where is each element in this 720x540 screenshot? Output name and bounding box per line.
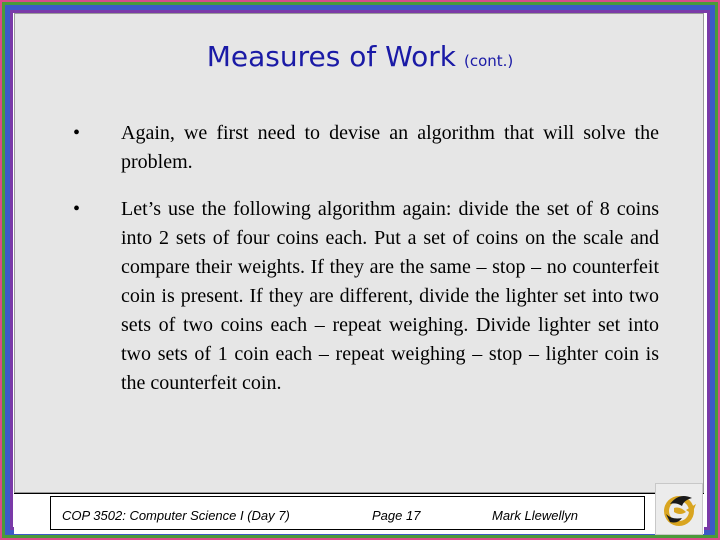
footer-author: Mark Llewellyn [492, 508, 578, 523]
bullet-text: Again, we first need to devise an algorithm that will solve the problem. [121, 122, 659, 173]
page-title [0, 40, 720, 73]
footer-page-number: Page 17 [372, 508, 421, 523]
title-suffix: (cont.) [463, 52, 514, 70]
bullet-marker: • [73, 198, 81, 220]
title-text: Measures of Work [206, 40, 456, 73]
pegasus-logo-icon [656, 484, 702, 534]
footer-course: COP 3502: Computer Science I (Day 7) [62, 508, 290, 523]
bullet-marker: • [73, 122, 81, 144]
logo-box [655, 483, 703, 535]
bullet-text: Let’s use the following algorithm again: divide the set of 8 coins into 2 sets of four coins each. Put a set of coins on the scale and compare their weights. If they are the same – stop – no counterfeit coin is present. If they are different, divide the lighter set into two sets of two coins each – repeat weighing. Divide lighter set into two sets of 1 coin each – repeat weighing – stop – lighter coin is the counterfeit coin. [121, 198, 659, 394]
